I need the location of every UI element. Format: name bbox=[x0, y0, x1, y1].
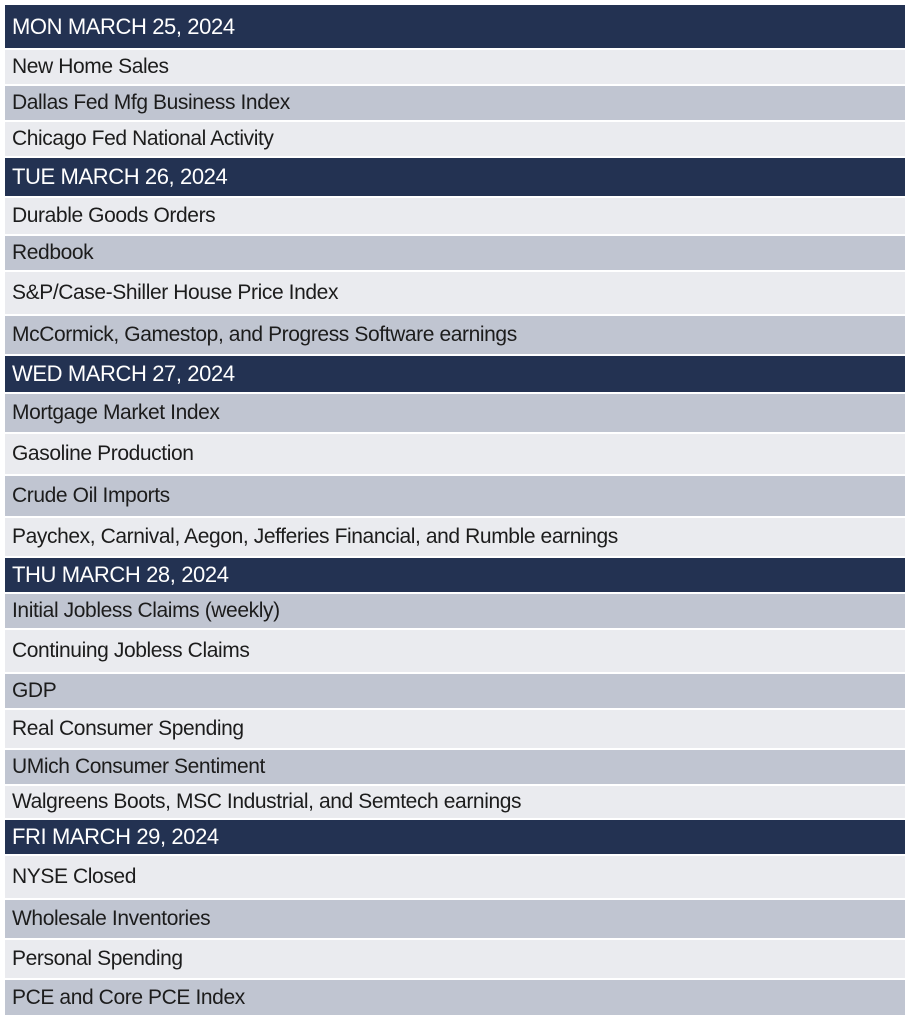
economic-calendar-table bbox=[5, 5, 905, 1017]
event-row: Paychex, Carnival, Aegon, Jefferies Financial, and Rumble earnings bbox=[5, 518, 905, 558]
event-row: NYSE Closed bbox=[5, 856, 905, 900]
event-row: Continuing Jobless Claims bbox=[5, 630, 905, 674]
event-row: Redbook bbox=[5, 236, 905, 272]
event-row: Initial Jobless Claims (weekly) bbox=[5, 594, 905, 630]
event-row: GDP bbox=[5, 674, 905, 710]
day-header-tue: TUE MARCH 26, 2024 bbox=[5, 158, 905, 198]
event-row: McCormick, Gamestop, and Progress Software earnings bbox=[5, 316, 905, 356]
event-row: Mortgage Market Index bbox=[5, 394, 905, 434]
event-row: S&P/Case-Shiller House Price Index bbox=[5, 272, 905, 316]
event-row: Crude Oil Imports bbox=[5, 476, 905, 518]
event-row: Chicago Fed National Activity bbox=[5, 122, 905, 158]
event-row: Gasoline Production bbox=[5, 434, 905, 476]
event-row: Personal Spending bbox=[5, 940, 905, 980]
event-row: Walgreens Boots, MSC Industrial, and Semtech earnings bbox=[5, 786, 905, 820]
event-row: Real Consumer Spending bbox=[5, 710, 905, 750]
day-header-thu: THU MARCH 28, 2024 bbox=[5, 558, 905, 594]
day-header-fri: FRI MARCH 29, 2024 bbox=[5, 820, 905, 856]
event-row: Wholesale Inventories bbox=[5, 900, 905, 940]
day-header-mon: MON MARCH 25, 2024 bbox=[5, 5, 905, 50]
event-row: PCE and Core PCE Index bbox=[5, 980, 905, 1017]
event-row: New Home Sales bbox=[5, 50, 905, 86]
event-row: Dallas Fed Mfg Business Index bbox=[5, 86, 905, 122]
event-row: Durable Goods Orders bbox=[5, 198, 905, 236]
event-row: UMich Consumer Sentiment bbox=[5, 750, 905, 786]
day-header-wed: WED MARCH 27, 2024 bbox=[5, 356, 905, 394]
